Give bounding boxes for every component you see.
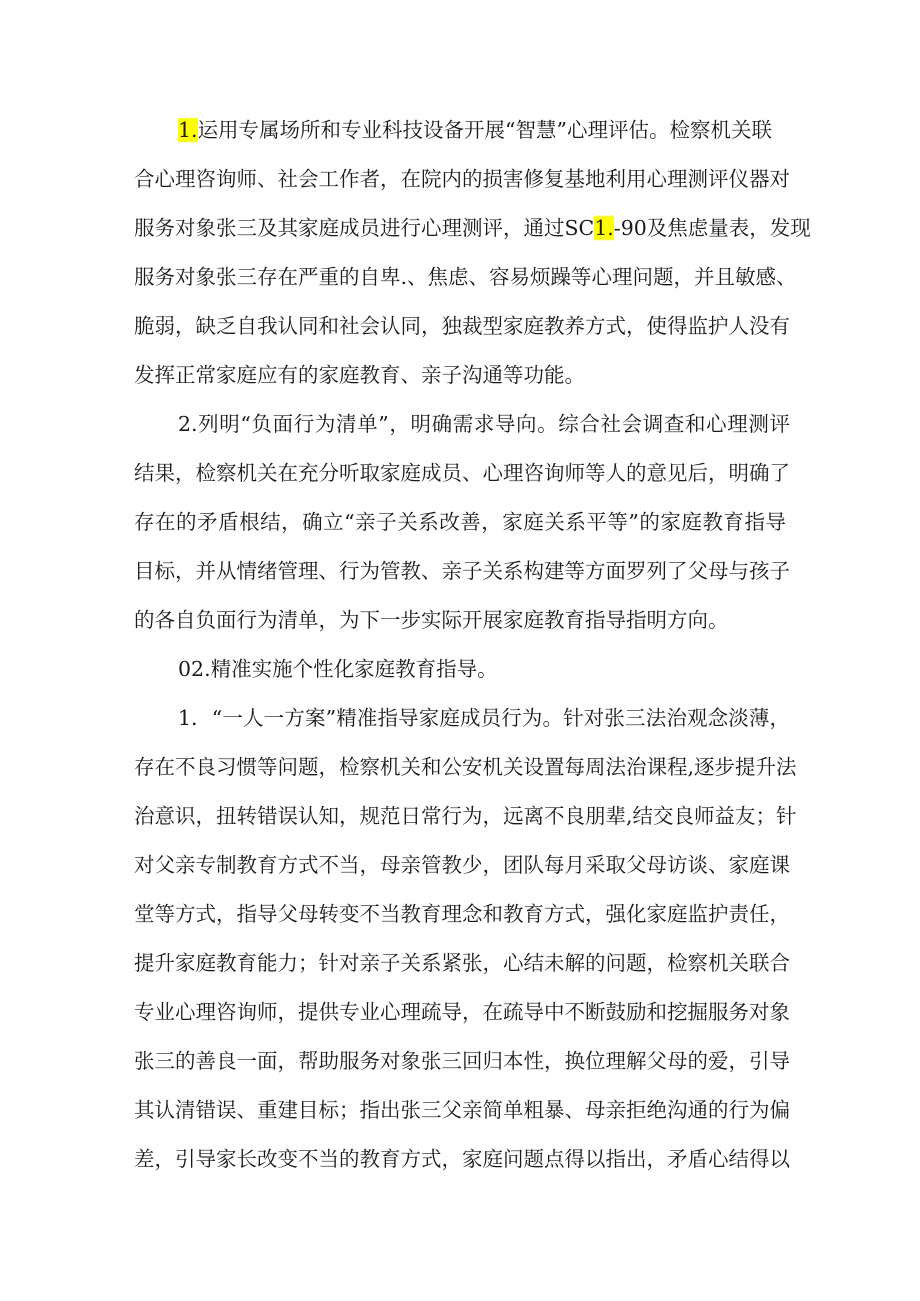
text-line: 治意识，扭转错误认知，规范日常行为，远离不良朋辈,结交良师益友；针 bbox=[134, 804, 797, 828]
text-line: 对父亲专制教育方式不当，母亲管教少，团队每月采取父母访谈、家庭课 bbox=[134, 853, 790, 877]
text-line: 2.列明“负面行为清单”，明确需求导向。综合社会调查和心理测评 bbox=[178, 412, 790, 436]
text-line: 其认清错误、重建目标；指出张三父亲简单粗暴、母亲拒绝沟通的行为偏 bbox=[134, 1098, 790, 1122]
text-line: 的各自负面行为清单，为下一步实际开展家庭教育指导指明方向。 bbox=[134, 608, 729, 632]
line-text: 服务对象张三及其家庭成员进行心理测评，通过SC bbox=[134, 216, 595, 240]
text-line: 提升家庭教育能力；针对亲子关系紧张，心结未解的问题，检察机关联合 bbox=[134, 951, 790, 975]
text-line: 服务对象张三存在严重的自卑.、焦虑、容易烦躁等心理问题，并且敏感、 bbox=[134, 265, 797, 289]
highlighted-text: 1. bbox=[594, 216, 614, 240]
text-line: 张三的善良一面，帮助服务对象张三回归本性，换位理解父母的爱，引导 bbox=[134, 1049, 790, 1073]
text-line: 发挥正常家庭应有的家庭教育、亲子沟通等功能。 bbox=[134, 363, 585, 387]
text-line: 差，引导家长改变不当的教育方式，家庭问题点得以指出，矛盾心结得以 bbox=[134, 1147, 790, 1171]
text-line: 存在不良习惯等问题，检察机关和公安机关设置每周法治课程,逐步提升法 bbox=[134, 755, 797, 779]
text-line: 存在的矛盾根结，确立“亲子关系改善，家庭关系平等”的家庭教育指导 bbox=[134, 510, 786, 534]
heading-text: 02.精准实施个性化家庭教育指导。 bbox=[178, 657, 498, 681]
text-line: 合心理咨询师、社会工作者，在院内的损害修复基地利用心理测评仪器对 bbox=[134, 167, 790, 191]
highlighted-text: 1. bbox=[178, 118, 198, 142]
text-line bbox=[178, 115, 772, 145]
text-line: 脆弱，缺乏自我认同和社会认同，独裁型家庭教养方式，使得监护人没有 bbox=[134, 314, 790, 338]
text-line: 结果，检察机关在充分听取家庭成员、心理咨询师等人的意见后，明确了 bbox=[134, 461, 790, 485]
text-line: 目标，并从情绪管理、行为管教、亲子关系构建等方面罗列了父母与孩子 bbox=[134, 559, 790, 583]
line-text: -90及焦虑量表，发现 bbox=[613, 216, 811, 240]
line-text: 运用专属场所和专业科技设备开展“智慧”心理评估。检察机关联 bbox=[197, 118, 773, 142]
text-line: 专业心理咨询师，提供专业心理疏导，在疏导中不断鼓励和挖掘服务对象 bbox=[134, 1000, 790, 1024]
text-line: 堂等方式，指导父母转变不当教育理念和教育方式，强化家庭监护责任， bbox=[134, 902, 790, 926]
text-line bbox=[134, 213, 811, 243]
text-line: 1．“一人一方案”精准指导家庭成员行为。针对张三法治观念淡薄， bbox=[178, 706, 790, 730]
